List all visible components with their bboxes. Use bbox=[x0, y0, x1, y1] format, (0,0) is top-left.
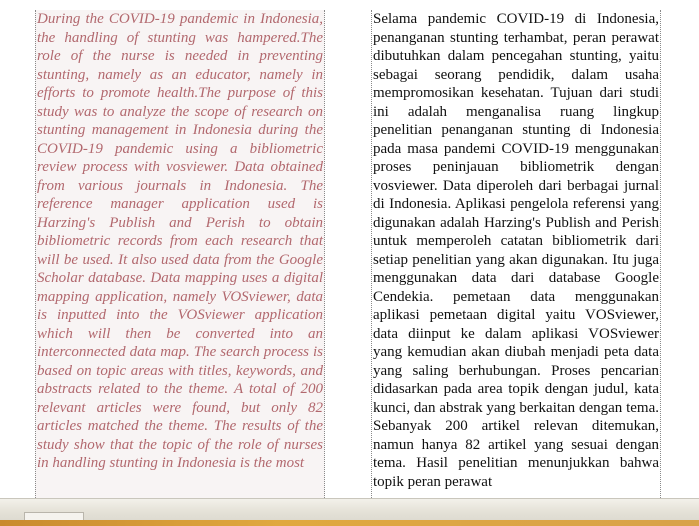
abstract-english-text: During the COVID-19 pandemic in Indonesia, the handling of stunting was hampered.The role of the nurse is needed in preventing stunting, namely as an educator, namely in efforts to promote health.The purpose of this study was to analyze the scope of research on stunting management in Indonesia during the COVID-19 pandemic using a bibliometric review process with vosviewer. Data obtained from various journals in Indonesia. The reference manager application used is Harzing's Publish and Perish to obtain bibliometric records from each research that will be used. It also used data from the Google Scholar database. Data mapping uses a digital mapping application, namely VOSviewer, data is inputted into the VOSviewer application which will then be converted into an interconnected data map. The search process is based on topic areas with titles, keywords, and abstracts related to the theme. A total of 200 relevant articles were found, but only 82 articles matched the theme. The results of the study show that the topic of the role of nurses in handling stunting in Indonesia is the most bbox=[37, 11, 323, 471]
taskbar-tab[interactable] bbox=[24, 512, 84, 520]
abstract-english-column[interactable] bbox=[35, 10, 325, 498]
taskbar bbox=[0, 498, 699, 526]
taskbar-accent-strip bbox=[0, 520, 699, 526]
abstract-indonesian-text: Selama pandemic COVID-19 di Indonesia, penanganan stunting terhambat, peran perawat dibutuhkan dalam pencegahan stunting, yaitu sebagai seorang pendidik, dalam usaha mempromosikan kesehatan. Tujuan dari studi ini adalah menganalisa ruang lingkup penelitian penanganan stunting di Indonesia pada masa pandemi COVID-19 menggunakan proses peninjauan bibliometrik dengan vosviewer. Data diperoleh dari berbagai jurnal di Indonesia. Aplikasi pengelola referensi yang digunakan adalah Harzing's Publish and Perish untuk memperoleh catatan bibliometrik dari setiap penelitian yang akan digunakan. Itu juga menggunakan data dari database Google Cendekia. pemetaan data menggunakan aplikasi pemetaan digital yaitu VOSviewer, data diinput ke dalam aplikasi VOSviewer yang kemudian akan diubah menjadi peta data yang saling berhubungan. Proses pencarian didasarkan pada area topik dengan judul, kata kunci, dan abstrak yang berkaitan dengan tema. Sebanyak 200 artikel relevan ditemukan, namun hanya 82 artikel yang sesuai dengan tema. Hasil penelitian menunjukkan bahwa topik peran perawat bbox=[373, 11, 659, 490]
abstract-indonesian-column[interactable] bbox=[371, 10, 661, 498]
